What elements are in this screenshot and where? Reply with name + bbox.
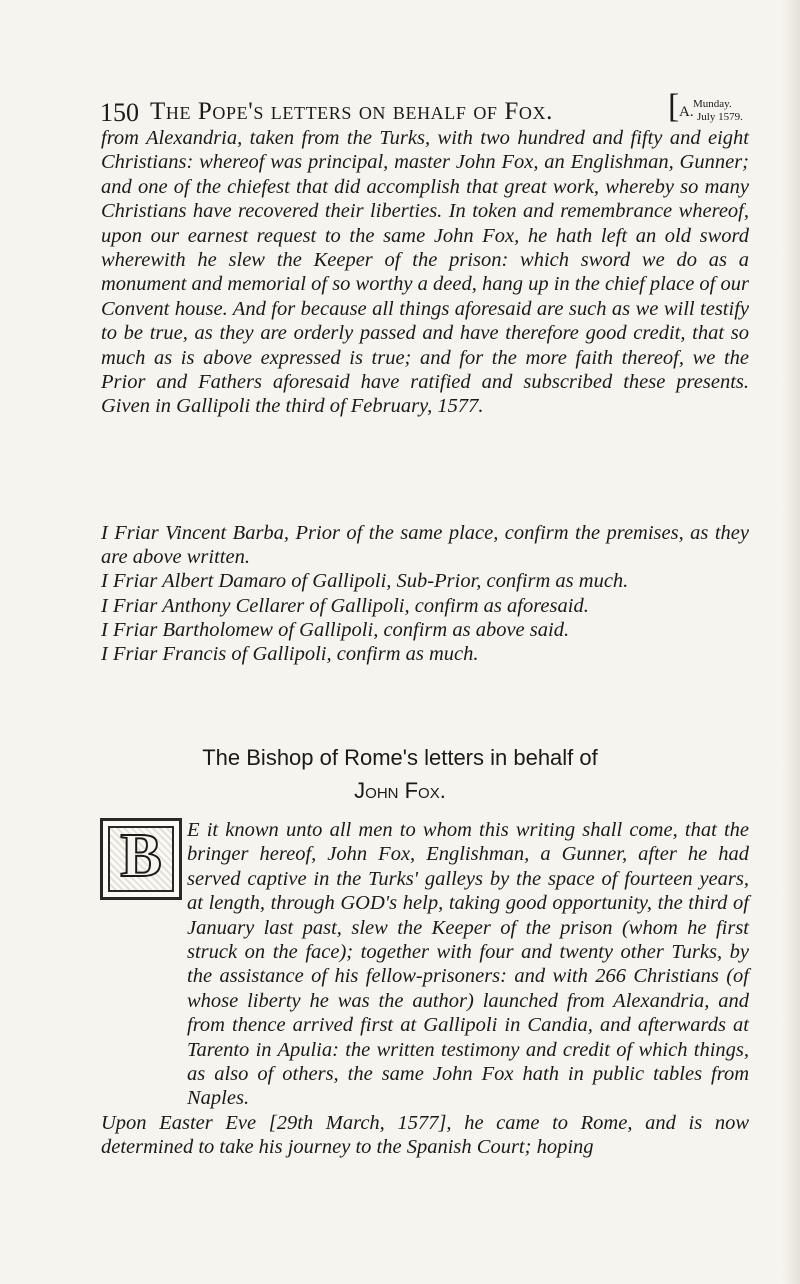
letter-text bbox=[101, 818, 749, 1160]
side-note-prefix: A. bbox=[679, 104, 694, 120]
signature-line: I Friar Francis of Gallipoli, confirm as much. bbox=[101, 643, 479, 666]
side-note-bracket: [ bbox=[668, 88, 680, 125]
running-title: The Pope's letters on behalf of Fox. bbox=[150, 98, 553, 125]
section-title-line1: The Bishop of Rome's letters in behalf of bbox=[202, 745, 598, 770]
letter-paragraph: E it known unto all men to whom this writing shall come, that the bringer hereof, John Fox, Englishman, a Gunner, after he had served captive in the Turks' galleys by the space of fourteen years, at length, through GOD's help, taking good opportunity, the third of January last past, slew the Keeper of the prison (whom he first struck on the face); together with four and twenty other Turks, by the assistance of his fellow-prisoners: and with 266 Christians (of whose liberty he was the author) launched from Alexandria, and from thence arrived first at Gallipoli in Candia, and afterwards at Tarento in Apulia: the written testimony and credit of which things, as also of others, the same John Fox hath in public tables from Naples. bbox=[187, 819, 749, 1110]
page-edge-shadow bbox=[782, 0, 800, 1284]
signature-list bbox=[101, 521, 749, 666]
section-title bbox=[0, 741, 800, 807]
signature-line: I Friar Albert Damaro of Gallipoli, Sub-Prior, confirm as much. bbox=[101, 570, 629, 593]
signature-line: I Friar Anthony Cellarer of Gallipoli, confirm as aforesaid. bbox=[101, 594, 589, 617]
signature-line: I Friar Bartholomew of Gallipoli, confirm as above said. bbox=[101, 618, 570, 641]
side-note-author: Munday. bbox=[693, 98, 732, 110]
section-title-line2: John Fox. bbox=[354, 778, 446, 803]
certificate-body: from Alexandria, taken from the Turks, with two hundred and fifty and eight Christians: whereof was principal, master John Fox, an Englishman, Gunner; and one of the chiefest that did accomplish that great work, whereby so many Christians have recovered their liberties. In token and remembrance whereof, upon our earnest request to the same John Fox, he hath left an old sword wherewith he slew the Keeper of the prison: which sword we do as a monument and memorial of so worthy a deed, hang up in the chief place of our Convent house. And for because all things aforesaid are such as we will testify to be true, as they are orderly passed and have therefore good credit, that so much as is above expressed is true; and for the more faith thereof, we the Prior and Fathers aforesaid have ratified and subscribed these presents. Given in Gallipoli the third of February, 1577. bbox=[101, 127, 749, 418]
signature-line: I Friar Vincent Barba, Prior of the same place, confirm the premises, as they are above written. bbox=[101, 522, 749, 569]
side-note-date: July 1579. bbox=[697, 111, 743, 123]
drop-cap-letter: B bbox=[120, 822, 162, 890]
certificate-text bbox=[101, 126, 749, 419]
letter-paragraph: Upon Easter Eve [29th March, 1577], he came to Rome, and is now determined to take his journey to the Spanish Court; hoping bbox=[101, 1111, 749, 1159]
page-number: 150 bbox=[100, 98, 139, 127]
